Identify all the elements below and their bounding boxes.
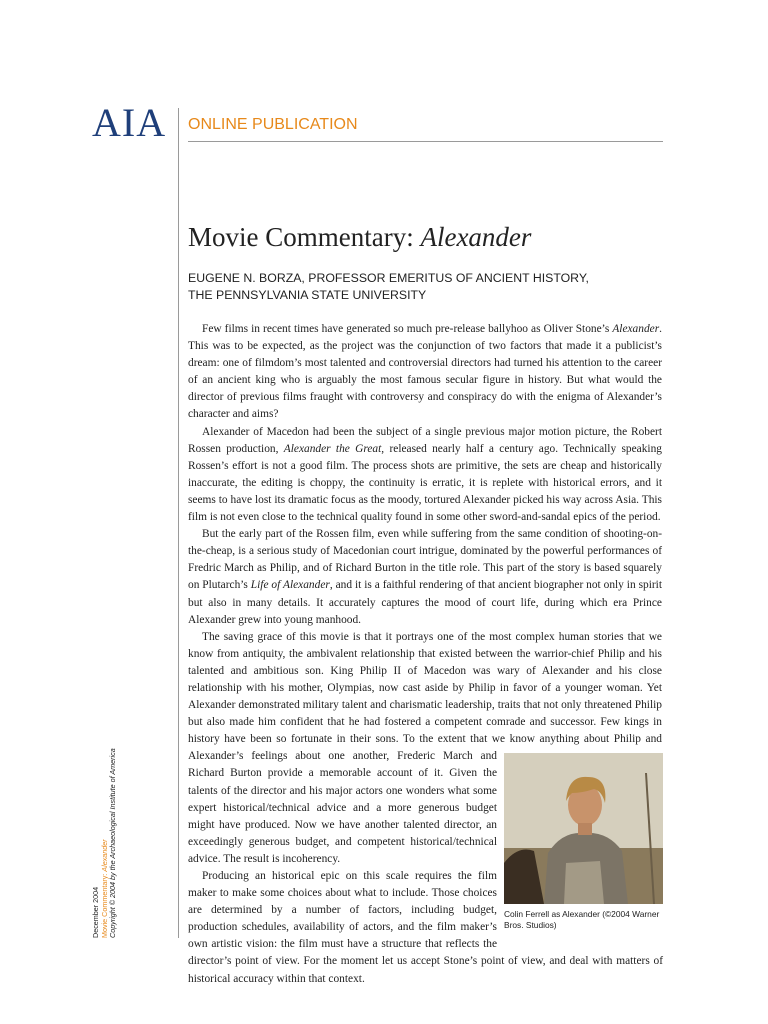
side-series-prefix: Movie Commentary: <box>99 871 109 938</box>
vertical-rule <box>178 108 179 938</box>
paragraph-2 <box>188 424 663 527</box>
p3-text-b: , and it is a faithful rendering of that ancient biographer not only in spirit but also in many details. It accurately captures the mood of court life, during which era Prince Alexander grew into young manhood. <box>188 579 662 626</box>
figure-offset-spacer <box>662 321 663 753</box>
p1-text-a: Few films in recent times have generated so much pre-release ballyhoo as Oliver Stone’s <box>202 323 613 335</box>
side-series-title: Alexander <box>99 839 109 872</box>
figure-float-spacer <box>497 753 663 953</box>
p2-text-a: Alexander of Macedon had been the subject of a single previous major motion picture, the Robert Rossen production, <box>188 425 662 455</box>
title-film-name: Alexander <box>420 222 532 252</box>
side-credit <box>92 738 118 938</box>
title-prefix: Movie Commentary: <box>188 222 421 252</box>
side-copyright <box>109 738 118 938</box>
author-byline <box>188 270 658 304</box>
paragraph-5: Producing an historical epic on this scale requires the film maker to make some choices about what to include. Those choices are determined by a number of factors, including budget, production schedules, availability of actors, and the film maker’s own artistic vision: the film must have a structure that reflects the director’s point of view. For the moment let us accept Stone’s point of view, and deal with matters of historical accuracy within that context. <box>188 870 663 985</box>
p2-text-b: , released nearly half a century ago. Technically speaking Rossen’s effort is not a good film. The process shots are primitive, the sets are cheap and historically inaccurate, the editing is choppy, the continuity is erratic, it is replete with historical errors, and it seems to have lost its dramatic focus as the moody, tortured Alexander picked his way across Asia. This film is not even close to the technical quality found in some other sword-and-sandal epics of the period. <box>188 442 662 524</box>
publication-label: ONLINE PUBLICATION <box>188 116 358 133</box>
paragraph-4: The saving grace of this movie is that it portrays one of the most complex human stories that we know from antiquity, the ambivalent relationship that existed between the warrior-chief Philip and his talented and ambitious son. King Philip II of Macedon was wary of Alexander and his close relationship with his mother, Olympias, now cast aside by Philip in favor of a younger woman. Yet Alexander demonstrated military talent and charismatic leadership, traits that not only threatened Philip but also made him confident that he had fostered a competent comrade and successor. Few kings in history have been so fortunate in their sons. To the extent that we know anything about Philip and Alexander’s feelings about one another, Frederic March and Richard Burton provide a memorable account of it. Given the talents of the director and his major actors one wonders what some expert historical/technical advice and a more generous budget might have produced. Now we have another talented director, an exceedingly generous budget, and competent historical/technical advice. The result is incoherency. <box>188 630 662 865</box>
side-date: December 2004 <box>91 886 100 938</box>
p3-text-a: But the early part of the Rossen film, even while suffering from the same condition of shooting-on-the-cheap, is a serious study of Macedonian court intrigue, dominated by the powerful performances of Fredric March as Philip, and of Richard Burton in the title role. This part of the story is based squarely on Plutarch’s <box>188 528 662 592</box>
p1-film-title: Alexander <box>612 323 660 335</box>
article-body <box>188 321 663 988</box>
paragraph-1 <box>188 321 663 424</box>
aia-logo: AIA <box>92 100 167 145</box>
p3-book-title: Life of Alexander <box>250 579 330 592</box>
author-line-1: EUGENE N. BORZA, PROFESSOR EMERITUS OF ANCIENT HISTORY, <box>188 271 589 285</box>
side-copyright-text: Copyright © 2004 by the Archaeological Institute of America <box>108 748 118 938</box>
header-rule <box>188 141 663 142</box>
author-line-2: THE PENNSYLVANIA STATE UNIVERSITY <box>188 288 427 302</box>
p1-text-b: . This was to be expected, as the project was the conjunction of two factors that made it a publicist’s dream: one of filmdom’s most talented and controversial directors had turned his attention to the career of an ancient king who is arguably the most famous secular figure in history. But what would the director of previous films fraught with controversy and conspiracy do with the enigma of Alexander’s character and aims? <box>188 323 662 421</box>
paragraph-3 <box>188 526 663 629</box>
p2-film-title: Alexander the Great <box>283 442 382 455</box>
article-title <box>188 222 531 253</box>
figure-caption: Colin Ferrell as Alexander (©2004 Warner Bros. Studios) <box>504 909 660 930</box>
